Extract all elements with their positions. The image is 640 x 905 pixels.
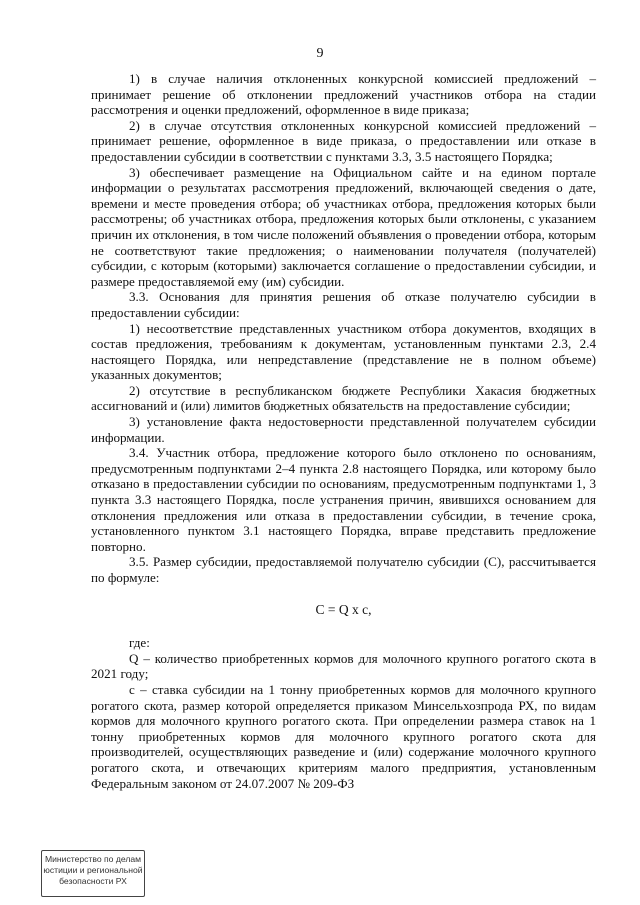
page-number: 9 — [316, 46, 324, 61]
definition: с – ставка субсидии на 1 тонну приобретенных кормов для молочного крупного рогатого скота, размер которой определяется приказом Минсельхозпрода РХ, по видам кормов для молочного крупного рогатого скота. При определении размера ставок на 1 тонну приобретенных кормов для молочного крупного рогатого скота для производителей, осуществляющих разведение и (или) содержание молочного крупного рогатого скота, и отвечающих критериям малого предприятия, установленным Федеральным законом от 24.07.2007 № 209-ФЗ — [91, 681, 596, 791]
paragraph: 3.5. Размер субсидии, предоставляемой получателю субсидии (С), рассчитывается по формуле: — [91, 554, 596, 585]
where-label: где: — [129, 635, 150, 651]
definition: Q – количество приобретенных кормов для молочного крупного рогатого скота в 2021 году; — [91, 650, 596, 682]
stamp-line: Министерство по делам — [44, 854, 142, 864]
paragraph: 3.3. Основания для принятия решения об отказе получателю субсидии в предоставлении субсидии: — [91, 289, 596, 320]
stamp-line: безопасности РХ — [59, 876, 127, 886]
paragraph: 3.4. Участник отбора, предложение которого было отклонено по основаниям, предусмотренным подпунктами 2–4 пункта 2.8 настоящего Порядка, или которому было отказано в предоставлении субсидии по основаниям, предусмотренным подпунктами 1, 3 пункта 3.3 настоящего Порядка, после устранения причин, явившихся основанием для отклонения предложения или отказа в предоставлении субсидии, в течение срока, установленного пунктом 3.1 настоящего Порядка, вправе представить предложение повторно. — [91, 445, 596, 554]
formula: C = Q x c, — [315, 601, 372, 617]
paragraph: 2) в случае отсутствия отклоненных конкурсной комиссией предложений – принимает решение, оформленное в виде приказа, о предоставлении или отказе в предоставлении субсидии в соответствии с пунктами 3.3, 3.5 настоящего Порядка; — [91, 117, 596, 164]
document-body — [91, 71, 596, 791]
paragraph: 3) обеспечивает размещение на Официальном сайте и на едином портале информации о результатах рассмотрения предложений, включающей сведения о дате, времени и месте проведения отбора; об участниках отбора, предложения которых были рассмотрены; об участниках отбора, предложения которых были отклонены, с указанием причин их отклонения, в том числе положений объявления о проведении отбора, которым не соответствуют такие предложения; о наименовании получателя (получателей) субсидии, с которым (которыми) заключается соглашение о предоставлении субсидии, и размере предоставляемой ему (им) субсидии. — [91, 164, 596, 289]
registration-stamp — [41, 850, 145, 897]
stamp-line: юстиции и региональной — [43, 865, 143, 875]
paragraph: 1) несоответствие представленных участником отбора документов, входящих в состав предложения, требованиям к документам, установленным пунктами 2.3, 2.4 настоящего Порядка, или непредставление (представление не в полном объеме) указанных документов; — [91, 320, 596, 383]
paragraph: 2) отсутствие в республиканском бюджете Республики Хакасия бюджетных ассигнований и (или) лимитов бюджетных обязательств на предоставление субсидии; — [91, 382, 596, 414]
paragraph: 3) установление факта недостоверности представленной получателем субсидии информации. — [91, 414, 596, 445]
paragraph: 1) в случае наличия отклоненных конкурсной комиссией предложений – принимает решение об отклонении предложений участников отбора на стадии рассмотрения и оценки предложений, оформленное в виде приказа; — [91, 71, 596, 118]
